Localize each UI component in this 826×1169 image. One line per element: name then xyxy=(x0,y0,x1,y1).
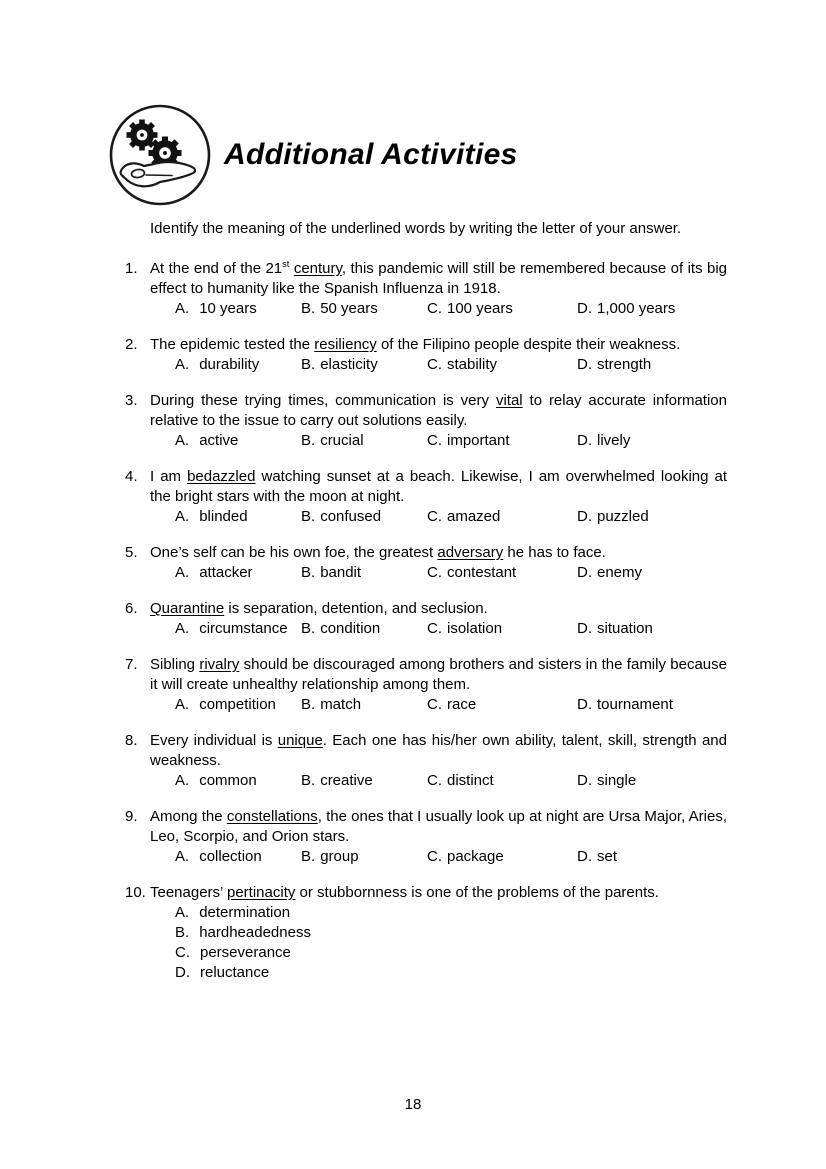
option-label: A. xyxy=(175,564,190,581)
question-text-segment: he has to face. xyxy=(503,544,606,561)
option-label: D. xyxy=(577,508,592,525)
option-c xyxy=(175,943,727,963)
question-text-segment: watching sunset at a beach. Likewise, I am overwhelmed looking at the bright stars with the moon at night. xyxy=(150,468,727,505)
option-label: B. xyxy=(301,772,316,789)
question-body xyxy=(150,883,727,983)
option-text: 10 years xyxy=(199,300,257,317)
option-text: bandit xyxy=(320,564,362,581)
option-c xyxy=(427,563,577,583)
option-text: confused xyxy=(320,508,382,525)
question-number: 2. xyxy=(125,336,138,353)
question-number: 1. xyxy=(125,260,138,277)
question-options xyxy=(150,355,727,375)
option-b xyxy=(301,771,427,791)
question-text-segment: The epidemic tested the xyxy=(150,336,315,353)
option-text: match xyxy=(320,696,362,713)
question-item xyxy=(125,807,727,867)
option-d xyxy=(175,963,727,983)
option-text: contestant xyxy=(447,564,517,581)
option-text: elasticity xyxy=(320,356,378,373)
option-text: creative xyxy=(320,772,373,789)
question-text xyxy=(150,335,727,355)
underlined-word: bedazzled xyxy=(187,468,256,485)
question-options xyxy=(150,507,727,527)
option-text: 50 years xyxy=(320,300,378,317)
option-label: A. xyxy=(175,620,190,637)
question-text-segment: Sibling xyxy=(150,656,200,673)
question-options xyxy=(150,903,727,983)
option-label: A. xyxy=(175,772,190,789)
option-a xyxy=(175,507,301,527)
option-a xyxy=(175,847,301,867)
question-text-segment: , this pandemic will still be remembered because of its big effect to humanity like the Spanish Influenza in 1918. xyxy=(150,260,727,297)
option-c xyxy=(427,355,577,375)
option-text: blinded xyxy=(199,508,248,525)
underlined-word: adversary xyxy=(437,544,504,561)
question-text-segment: During these trying times, communication is very xyxy=(150,392,496,409)
option-label: C. xyxy=(427,300,442,317)
question-number: 4. xyxy=(125,468,138,485)
option-a xyxy=(175,903,727,923)
option-label: D. xyxy=(577,848,592,865)
question-number: 7. xyxy=(125,656,138,673)
question-body xyxy=(150,259,727,319)
option-c xyxy=(427,847,577,867)
question-text xyxy=(150,467,727,507)
option-text: perseverance xyxy=(200,944,291,961)
question-body xyxy=(150,655,727,715)
option-label: C. xyxy=(175,944,190,961)
option-text: lively xyxy=(597,432,631,449)
option-text: race xyxy=(447,696,477,713)
page-number: 18 xyxy=(404,1096,422,1113)
option-a xyxy=(175,771,301,791)
question-number: 3. xyxy=(125,392,138,409)
option-d xyxy=(577,299,675,319)
option-label: D. xyxy=(577,564,592,581)
option-text: crucial xyxy=(320,432,364,449)
option-text: set xyxy=(597,848,618,865)
question-text xyxy=(150,259,727,299)
underlined-word: pertinacity xyxy=(227,884,296,901)
question-options xyxy=(150,847,727,867)
option-text: condition xyxy=(320,620,381,637)
question-body xyxy=(150,731,727,791)
option-label: B. xyxy=(301,620,316,637)
option-label: A. xyxy=(175,696,190,713)
question-item xyxy=(125,731,727,791)
question-text-segment: or stubbornness is one of the problems of the parents. xyxy=(295,884,659,901)
option-text: attacker xyxy=(199,564,253,581)
underlined-word: resiliency xyxy=(314,336,377,353)
question-text-segment: to relay accurate information relative to the issue to carry out solutions easily. xyxy=(150,392,727,429)
option-text: stability xyxy=(447,356,498,373)
underlined-word: constellations xyxy=(226,808,318,825)
question-number: 8. xyxy=(125,732,138,749)
option-label: B. xyxy=(301,432,316,449)
option-label: C. xyxy=(427,508,442,525)
option-c xyxy=(427,619,577,639)
option-label: B. xyxy=(301,300,316,317)
gear-icon xyxy=(127,120,158,151)
option-text: competition xyxy=(199,696,276,713)
option-b xyxy=(301,563,427,583)
option-label: B. xyxy=(301,564,316,581)
option-label: D. xyxy=(577,620,592,637)
option-label: C. xyxy=(427,432,442,449)
question-body xyxy=(150,807,727,867)
option-text: single xyxy=(597,772,637,789)
option-text: reluctance xyxy=(200,964,270,981)
underlined-word: rivalry xyxy=(199,656,240,673)
question-text xyxy=(150,807,727,847)
content xyxy=(125,219,727,999)
option-text: package xyxy=(447,848,504,865)
option-label: C. xyxy=(427,696,442,713)
question-options xyxy=(150,619,727,639)
question-text-segment: Every individual is xyxy=(150,732,278,749)
option-c xyxy=(427,431,577,451)
option-c xyxy=(427,771,577,791)
option-text: important xyxy=(447,432,510,449)
option-text: puzzled xyxy=(597,508,649,525)
option-text: collection xyxy=(199,848,262,865)
option-label: C. xyxy=(427,848,442,865)
option-label: D. xyxy=(175,964,190,981)
option-text: strength xyxy=(597,356,652,373)
option-label: B. xyxy=(301,848,316,865)
option-a xyxy=(175,431,301,451)
question-text-segment: , the ones that I usually look up at night are Ursa Major, Aries, Leo, Scorpio, and Orion stars. xyxy=(150,808,727,845)
question-item xyxy=(125,259,727,319)
questions-list xyxy=(125,259,727,983)
option-a xyxy=(175,355,301,375)
question-options xyxy=(150,431,727,451)
option-b xyxy=(301,431,427,451)
option-c xyxy=(427,299,577,319)
option-text: situation xyxy=(597,620,653,637)
question-text-segment: Among the xyxy=(150,808,227,825)
option-label: C. xyxy=(427,564,442,581)
question-options xyxy=(150,695,727,715)
option-text: tournament xyxy=(597,696,673,713)
option-label: C. xyxy=(427,620,442,637)
option-text: hardheadedness xyxy=(199,924,311,941)
header xyxy=(108,103,518,207)
question-text-segment: At the end of the 21 xyxy=(150,260,283,277)
option-text: enemy xyxy=(597,564,643,581)
option-label: A. xyxy=(175,848,190,865)
option-label: B. xyxy=(175,924,190,941)
option-text: distinct xyxy=(447,772,494,789)
option-a xyxy=(175,299,301,319)
option-text: determination xyxy=(199,904,291,921)
option-b xyxy=(301,355,427,375)
option-b xyxy=(301,847,427,867)
option-text: durability xyxy=(199,356,260,373)
underlined-word: vital xyxy=(495,392,523,409)
question-text xyxy=(150,543,727,563)
question-body xyxy=(150,335,727,375)
option-d xyxy=(577,507,649,527)
question-text xyxy=(150,391,727,431)
option-text: common xyxy=(199,772,257,789)
option-a xyxy=(175,619,301,639)
question-options xyxy=(150,299,727,319)
question-options xyxy=(150,771,727,791)
question-number: 9. xyxy=(125,808,138,825)
question-number: 6. xyxy=(125,600,138,617)
question-text-segment: I am xyxy=(150,468,188,485)
question-text-segment: Teenagers’ xyxy=(150,884,227,901)
option-label: A. xyxy=(175,904,190,921)
option-text: 1,000 years xyxy=(597,300,676,317)
question-number: 5. xyxy=(125,544,138,561)
option-b xyxy=(301,299,427,319)
hand-holding-gears-icon xyxy=(108,103,212,207)
question-text-segment: is separation, detention, and seclusion. xyxy=(224,600,488,617)
option-label: B. xyxy=(301,356,316,373)
option-text: active xyxy=(199,432,239,449)
option-label: A. xyxy=(175,356,190,373)
question-body xyxy=(150,599,727,639)
option-label: D. xyxy=(577,772,592,789)
option-label: B. xyxy=(301,696,316,713)
option-text: 100 years xyxy=(447,300,513,317)
option-label: D. xyxy=(577,300,592,317)
question-item xyxy=(125,467,727,527)
question-item xyxy=(125,599,727,639)
option-a xyxy=(175,563,301,583)
option-label: D. xyxy=(577,696,592,713)
option-d xyxy=(577,431,630,451)
option-b xyxy=(301,619,427,639)
question-text-segment: One’s self can be his own foe, the greatest xyxy=(150,544,438,561)
option-label: B. xyxy=(301,508,316,525)
option-label: A. xyxy=(175,432,190,449)
option-a xyxy=(175,695,301,715)
option-text: group xyxy=(320,848,359,865)
question-text-segment: . Each one has his/her own ability, talent, skill, strength and weakness. xyxy=(150,732,727,769)
option-c xyxy=(427,507,577,527)
option-label: D. xyxy=(577,356,592,373)
option-d xyxy=(577,771,636,791)
question-text xyxy=(150,883,727,903)
question-body xyxy=(150,467,727,527)
option-d xyxy=(577,355,651,375)
option-d xyxy=(577,563,642,583)
option-text: amazed xyxy=(447,508,501,525)
question-item xyxy=(125,883,727,983)
question-text xyxy=(150,731,727,771)
option-text: circumstance xyxy=(199,620,288,637)
option-label: A. xyxy=(175,508,190,525)
question-text xyxy=(150,599,727,619)
option-label: D. xyxy=(577,432,592,449)
question-options xyxy=(150,563,727,583)
option-label: C. xyxy=(427,772,442,789)
question-item xyxy=(125,655,727,715)
question-text-segment: should be discouraged among brothers and sisters in the family because it will create unhealthy relationship among them. xyxy=(150,656,727,693)
underlined-word: century xyxy=(293,260,342,277)
question-text-segment: of the Filipino people despite their weakness. xyxy=(376,336,681,353)
question-body xyxy=(150,391,727,451)
option-label: C. xyxy=(427,356,442,373)
option-label: A. xyxy=(175,300,190,317)
option-d xyxy=(577,619,653,639)
question-body xyxy=(150,543,727,583)
question-item xyxy=(125,335,727,375)
question-text xyxy=(150,655,727,695)
ordinal-suffix: st xyxy=(282,259,290,269)
underlined-word: unique xyxy=(277,732,323,749)
underlined-word: Quarantine xyxy=(150,600,225,617)
option-d xyxy=(577,695,673,715)
question-number: 10. xyxy=(125,884,146,901)
option-b xyxy=(301,695,427,715)
option-b xyxy=(301,507,427,527)
option-c xyxy=(427,695,577,715)
page-title: Additional Activities xyxy=(224,138,518,171)
instruction-text: Identify the meaning of the underlined words by writing the letter of your answer. xyxy=(150,220,682,237)
question-item xyxy=(125,543,727,583)
option-text: isolation xyxy=(447,620,503,637)
question-item xyxy=(125,391,727,451)
option-b xyxy=(175,923,727,943)
option-d xyxy=(577,847,617,867)
